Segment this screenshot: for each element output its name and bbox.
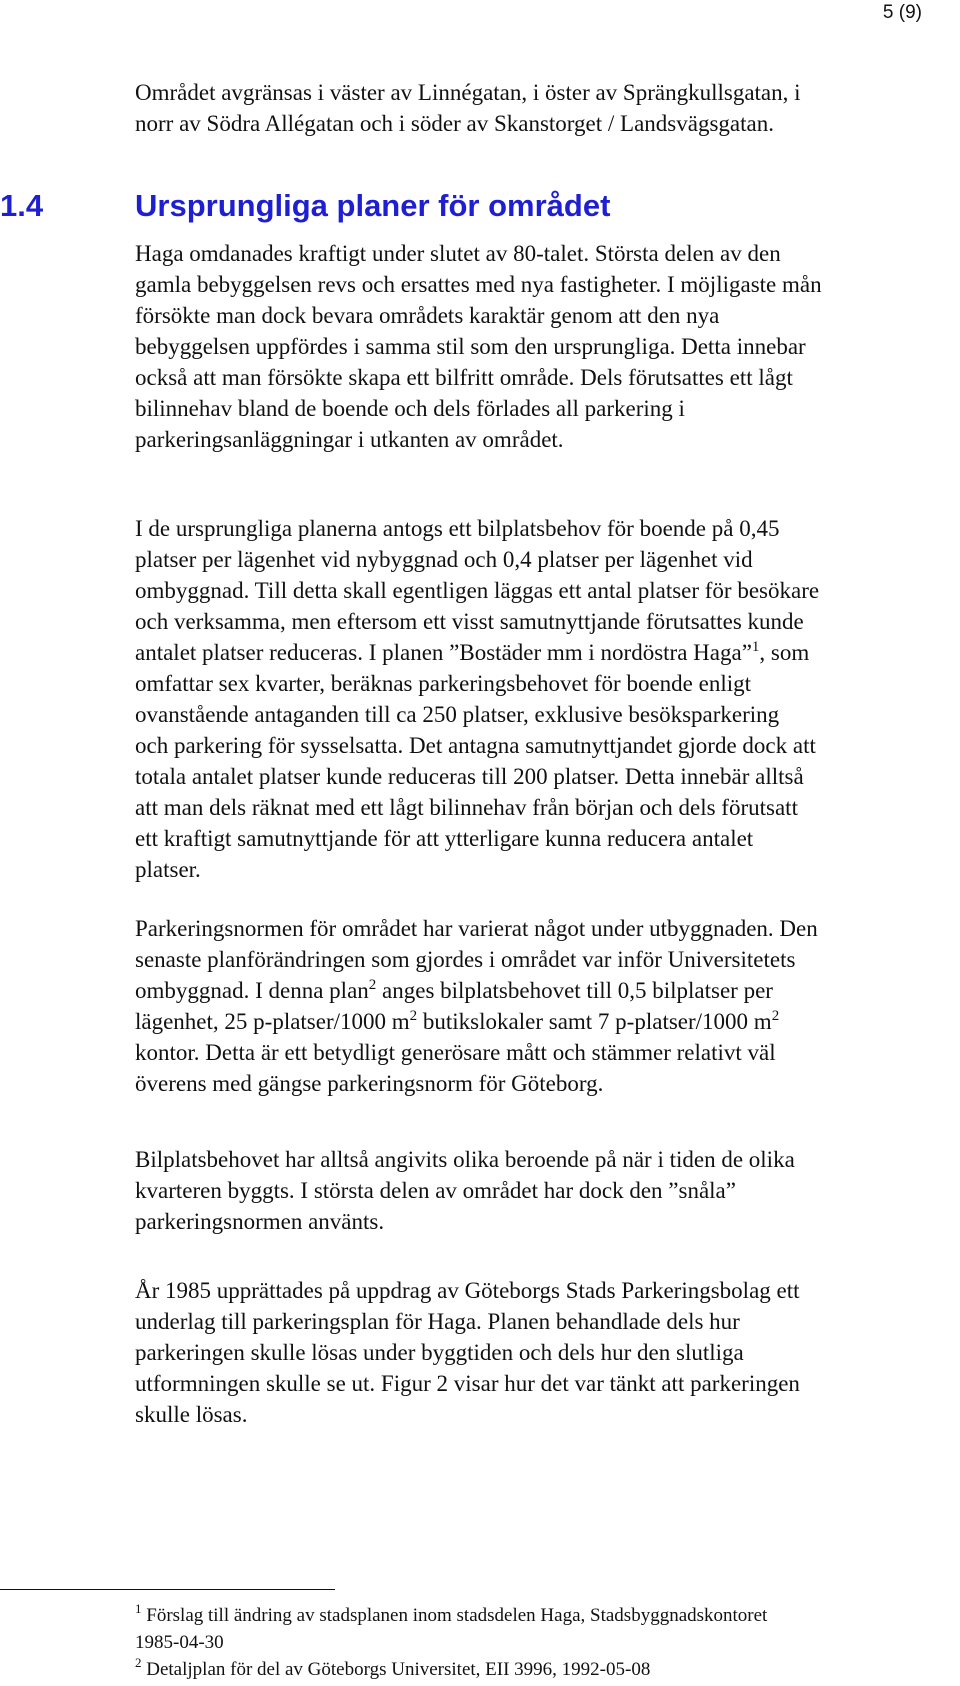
text-line: och parkering för sysselsatta. Det antagna samutnyttjandet gjorde dock att	[135, 733, 816, 758]
section-heading	[0, 186, 610, 226]
text-line: bilinnehav bland de boende och dels förlades all parkering i	[135, 396, 685, 421]
text-line: platser per lägenhet vid nybyggnad och 0,4 platser per lägenhet vid	[135, 547, 753, 572]
text-line: gamla bebyggelsen revs och ersattes med nya fastigheter. I möjligaste mån	[135, 272, 822, 297]
text-line: ovanstående antaganden till ca 250 platser, exklusive besöksparkering	[135, 702, 780, 727]
paragraph-3	[135, 913, 955, 1099]
text-line: parkeringen skulle lösas under byggtiden och dels hur den slutliga	[135, 1340, 744, 1365]
text-line: skulle lösas.	[135, 1402, 248, 1427]
text-line: Området avgränsas i väster av Linnégatan, i öster av Sprängkullsgatan, i	[135, 80, 801, 105]
footnote-ref-1: 1	[751, 639, 760, 655]
text-line: och verksamma, men eftersom ett visst samutnyttjande förutsattes kunde	[135, 609, 804, 634]
text-line: försökte man dock bevara områdets karaktär genom att den nya	[135, 303, 720, 328]
page-number: 5 (9)	[882, 2, 922, 23]
text-line: överens med gängse parkeringsnorm för Göteborg.	[135, 1071, 604, 1096]
text-line: I de ursprungliga planerna antogs ett bilplatsbehov för boende på 0,45	[135, 516, 780, 541]
text-run: butikslokaler samt 7 p-platser/1000 m	[417, 1009, 772, 1034]
text-line: totala antalet platser kunde reduceras till 200 platser. Detta innebär alltså	[135, 764, 804, 789]
footnote-ref-2: 2	[368, 977, 377, 993]
paragraph-4	[135, 1144, 955, 1237]
text-line: platser.	[135, 857, 201, 882]
text-run: lägenhet, 25 p-platser/1000 m	[135, 1009, 410, 1034]
footnote-text: Förslag till ändring av stadsplanen inom stadsdelen Haga, Stadsbyggnadskontoret	[146, 1605, 768, 1626]
footnote-divider	[0, 1589, 335, 1590]
intro-paragraph	[135, 77, 955, 139]
text-line: underlag till parkeringsplan för Haga. Planen behandlade dels hur	[135, 1309, 740, 1334]
text-line: omfattar sex kvarter, beräknas parkeringsbehovet för boende enligt	[135, 671, 752, 696]
text-line	[135, 975, 955, 1006]
text-line: Haga omdanades kraftigt under slutet av 80-talet. Största delen av den	[135, 241, 781, 266]
text-line: kontor. Detta är ett betydligt generösare mått och stämmer relativt väl	[135, 1040, 776, 1065]
text-line: att man dels räknat med ett lågt bilinnehav från början och dels förutsatt	[135, 795, 798, 820]
text-run: , som	[759, 640, 810, 665]
text-line: kvarteren byggts. I största delen av området har dock den ”snåla”	[135, 1178, 736, 1203]
paragraph-1	[135, 238, 955, 455]
text-line: Parkeringsnormen för området har varierat något under utbyggnaden. Den	[135, 916, 818, 941]
text-line: ett kraftigt samutnyttjande för att ytterligare kunna reducera antalet	[135, 826, 754, 851]
footnote-1-continuation: 1985-04-30	[135, 1632, 224, 1653]
section-number: 1.4	[0, 188, 44, 223]
text-line: parkeringsnormen använts.	[135, 1209, 385, 1234]
text-line	[135, 1006, 955, 1037]
text-run: antalet platser reduceras. I planen ”Bostäder mm i nordöstra Haga”	[135, 640, 752, 665]
paragraph-5	[135, 1275, 955, 1430]
text-line: norr av Södra Allégatan och i söder av Skanstorget / Landsvägsgatan.	[135, 111, 774, 136]
text-line	[135, 637, 955, 668]
footnote-mark: 1	[135, 1601, 142, 1616]
text-line: parkeringsanläggningar i utkanten av området.	[135, 427, 564, 452]
superscript: 2	[771, 1008, 780, 1024]
footnotes	[135, 1602, 767, 1683]
superscript: 2	[409, 1008, 418, 1024]
footnote-2	[135, 1656, 767, 1683]
paragraph-2	[135, 513, 955, 885]
text-line: utformningen skulle se ut. Figur 2 visar hur det var tänkt att parkeringen	[135, 1371, 800, 1396]
text-line: bebyggelsen uppfördes i samma stil som den ursprungliga. Detta innebar	[135, 334, 806, 359]
footnote-1	[135, 1602, 767, 1629]
text-line: År 1985 upprättades på uppdrag av Göteborgs Stads Parkeringsbolag ett	[135, 1278, 800, 1303]
text-line: Bilplatsbehovet har alltså angivits olika beroende på när i tiden de olika	[135, 1147, 795, 1172]
footnote-mark: 2	[135, 1655, 142, 1670]
text-line: senaste planförändringen som gjordes i området var inför Universitetets	[135, 947, 796, 972]
footnote-text: Detaljplan för del av Göteborgs Universitet, EII 3996, 1992-05-08	[146, 1659, 651, 1680]
text-run: ombyggnad. I denna plan	[135, 978, 369, 1003]
text-run: anges bilplatsbehovet till 0,5 bilplatser per	[376, 978, 773, 1003]
text-line: ombyggnad. Till detta skall egentligen läggas ett antal platser för besökare	[135, 578, 820, 603]
section-title: Ursprungliga planer för området	[135, 188, 611, 223]
text-line: också att man försökte skapa ett bilfritt område. Dels förutsattes ett lågt	[135, 365, 793, 390]
